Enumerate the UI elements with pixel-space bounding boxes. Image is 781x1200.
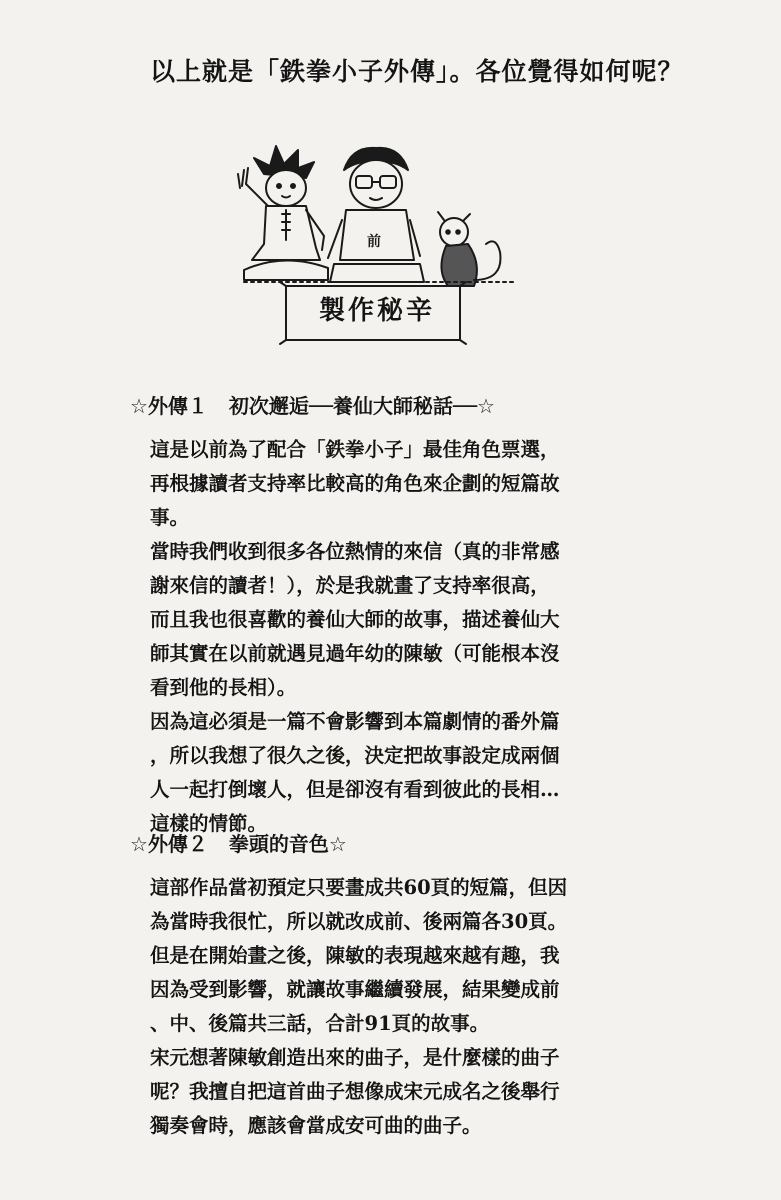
paragraph-line: 事。 [150,506,190,529]
section-heading: 初次邂逅──養仙大師秘話── [228,394,477,418]
section-heading: 拳頭的音色 [228,832,329,856]
paragraph-line: 這樣的情節。 [150,812,268,835]
paragraph-line: 謝來信的讀者！），於是我就畫了支持率很高， [150,574,550,597]
monkey-tail [474,241,500,280]
paragraph-line: 人一起打倒壞人，但是卻沒有看到彼此的長相… [150,778,560,801]
paragraph-line: 當時我們收到很多各位熱情的來信（真的非常感 [150,540,560,563]
shirt-text: 前 [367,234,381,250]
paragraph-line: 這部作品當初預定只要畫成共60頁的短篇，但因 [150,876,568,899]
boy-face [266,170,306,206]
author-illustration [224,140,524,370]
section-body-1 [150,433,670,841]
paragraph-line: 看到他的長相）。 [150,676,297,699]
paragraph-line: 因為受到影響，就讓故事繼續發展，結果變成前 [150,978,560,1001]
paragraph-line: 這是以前為了配合「鉄拳小子」最佳角色票選， [150,438,560,461]
section-title-2 [130,828,347,857]
paragraph-line: 獨奏會時，應該會當成安可曲的曲子。 [150,1114,482,1137]
section-body-2 [150,871,670,1143]
star-icon: ☆ [130,832,148,856]
paragraph-line: 為當時我很忙，所以就改成前、後兩篇各30頁。 [150,910,568,933]
sign-label: 製作秘辛 [318,296,435,326]
section-label: 外傳２ [147,832,208,856]
boy-legs [244,260,328,280]
paragraph-line: 、中、後篇共三話，合計91頁的故事。 [150,1012,490,1035]
paragraph-line: 宋元想著陳敏創造出來的曲子，是什麼樣的曲子 [150,1046,560,1069]
paragraph-line: 呢？我擅自把這首曲子想像成宋元成名之後舉行 [150,1080,560,1103]
section-label: 外傳１ [147,394,208,418]
monkey-body [441,244,476,286]
star-icon: ☆ [328,832,347,856]
paragraph-line: ，所以我想了很久之後，決定把故事設定成兩個 [150,744,560,767]
author-legs [330,264,424,282]
star-icon: ☆ [130,394,148,418]
intro-text: 以上就是「鉄拳小子外傳」。各位覺得如何呢？ [150,57,684,86]
paragraph-line: 再根據讀者支持率比較高的角色來企劃的短篇故 [150,472,560,495]
section-title-1 [130,390,495,419]
paragraph-line: 師其實在以前就遇見過年幼的陳敏（可能根本沒 [150,642,560,665]
paragraph-line: 而且我也很喜歡的養仙大師的故事，描述養仙大 [150,608,560,631]
paragraph-line: 因為這必須是一篇不會影響到本篇劇情的番外篇 [150,710,560,733]
star-icon: ☆ [477,394,495,418]
paragraph-line: 但是在開始畫之後，陳敏的表現越來越有趣，我 [150,944,560,967]
monkey-head [440,218,468,246]
